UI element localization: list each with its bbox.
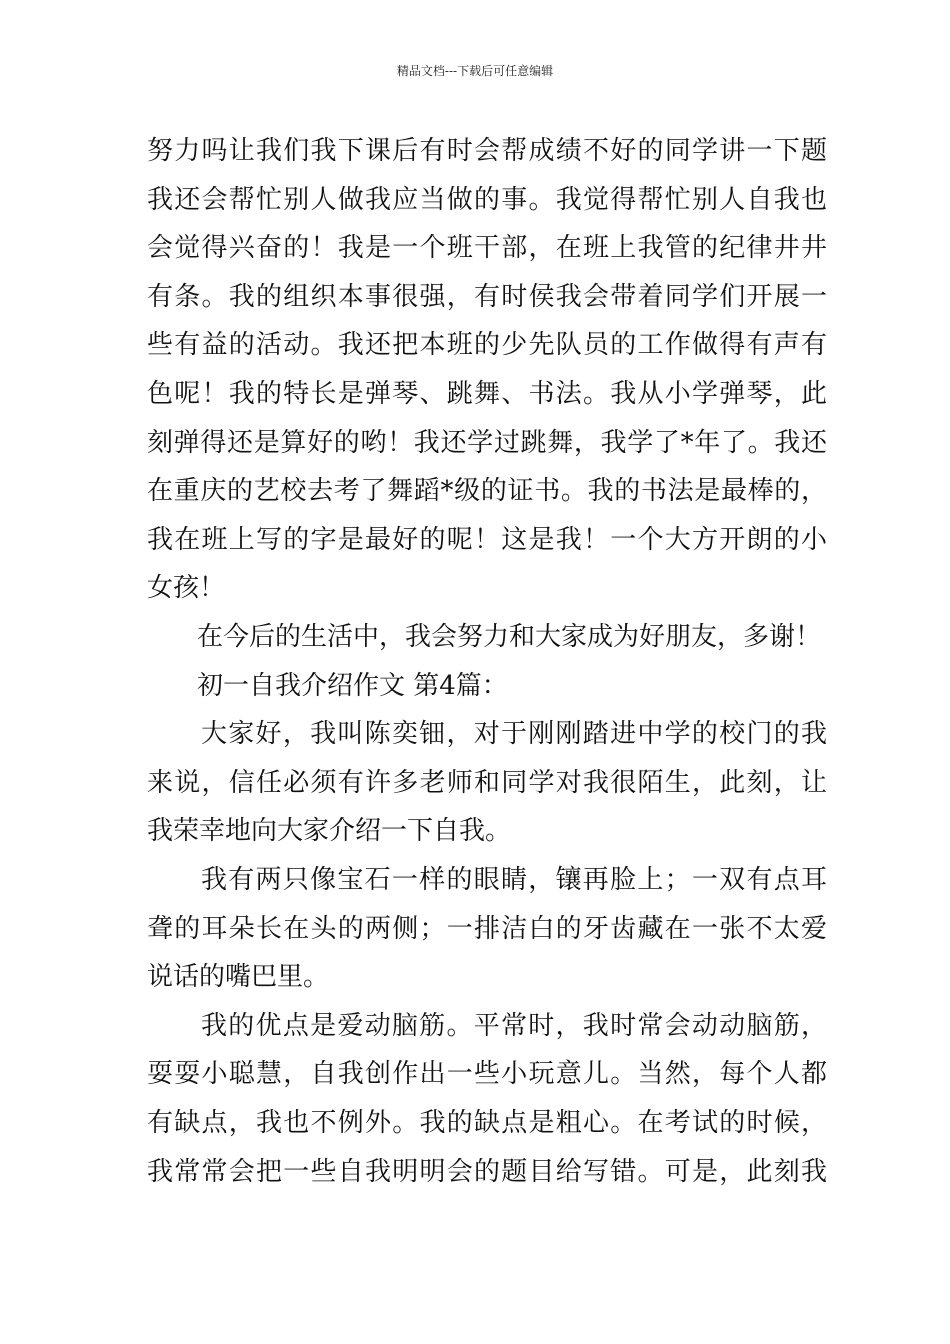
text-line: 有缺点，我也不例外。我的缺点是粗心。在考试的时候，: [147, 1108, 827, 1138]
text-line: 大家好，我叫陈奕钿，对于刚刚踏进中学的校门的我: [201, 719, 827, 750]
text-line: 会觉得兴奋的！我是一个班干部，在班上我管的纪律井井: [147, 233, 827, 264]
text-line: 女孩！: [147, 573, 226, 604]
text-line: 我的优点是爱动脑筋。平常时，我时常会动动脑筋，: [201, 1010, 827, 1041]
text-line: 我荣幸地向大家介绍一下自我。: [147, 816, 512, 847]
text-line: 耍耍小聪慧，自我创作出一些小玩意儿。当然，每个人都: [147, 1059, 827, 1090]
text-line: 在今后的生活中，我会努力和大家成为好朋友，多谢！: [197, 622, 822, 652]
text-line: 我还会帮忙别人做我应当做的事。我觉得帮忙别人自我也: [147, 184, 827, 215]
text-line: 努力吗让我们我下课后有时会帮成绩不好的同学讲一下题: [147, 136, 827, 166]
text-line: 刻弹得还是算好的哟！我还学过跳舞，我学了*年了。我还: [147, 427, 827, 458]
text-line: 有条。我的组织本事很强，有时侯我会带着同学们开展一: [147, 281, 827, 312]
text-line: 在重庆的艺校去考了舞蹈*级的证书。我的书法是最棒的，: [147, 476, 827, 507]
text-line: 我常常会把一些自我明明会的题目给写错。可是，此刻我: [147, 1156, 827, 1187]
text-line: 我在班上写的字是最好的呢！这是我！一个大方开朗的小: [147, 524, 827, 555]
text-line: 聋的耳朵长在头的两侧；一排洁白的牙齿藏在一张不太爱: [147, 913, 827, 944]
text-line: 来说，信任必须有许多老师和同学对我很陌生，此刻，让: [147, 767, 827, 798]
text-line: 些有益的活动。我还把本班的少先队员的工作做得有声有: [147, 330, 827, 361]
text-line: 我有两只像宝石一样的眼睛，镶再脸上；一双有点耳: [201, 865, 827, 895]
page-header: 精品文档---下载后可任意编辑: [396, 64, 554, 78]
text-line: 说话的嘴巴里。: [147, 962, 330, 993]
text-line: 色呢！我的特长是弹琴、跳舞、书法。我从小学弹琴，此: [147, 379, 827, 409]
text-line: 初一自我介绍作文 第4篇：: [197, 670, 508, 701]
